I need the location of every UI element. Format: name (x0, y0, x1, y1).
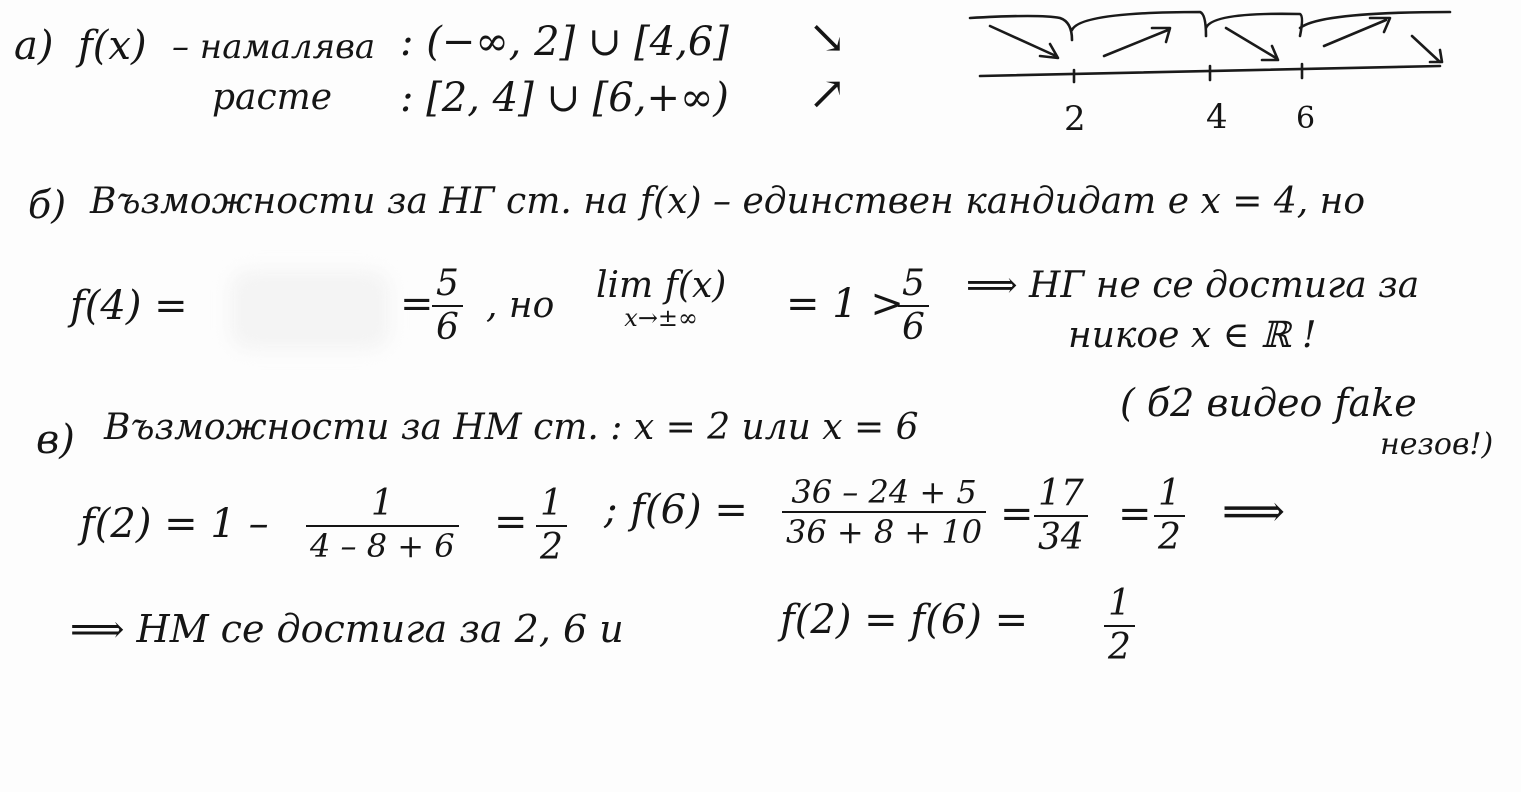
side-note-line-1: ( б2 видео fake (1120, 381, 1417, 425)
f6-result-denominator: 2 (1154, 515, 1185, 556)
f6-lhs: ; f(6) = (604, 487, 748, 533)
f6-result-numerator: 1 (1158, 473, 1181, 514)
f6-result-fraction (1154, 473, 1185, 558)
increasing-arrow: ↗ (808, 66, 847, 120)
part-a-function: f(x) (78, 23, 147, 69)
f6-numerator: 36 – 24 + 5 (791, 473, 977, 511)
f4-numerator: 5 (436, 263, 459, 304)
f2-result-numerator: 1 (540, 483, 563, 524)
number-line-point-2: 2 (1064, 99, 1086, 139)
segment-arrow-dec-1 (990, 26, 1058, 58)
f6-equals: = (1000, 491, 1034, 537)
f2-numerator: 1 (370, 483, 394, 524)
limit-expression (596, 265, 727, 332)
segment-arrow-inc-1 (1104, 28, 1170, 56)
part-c-label: в) (36, 417, 75, 463)
increasing-label: расте (212, 77, 333, 118)
f2-result-fraction (536, 483, 567, 568)
f2-denominator: 4 – 8 + 6 (306, 525, 459, 562)
comparison-fraction (898, 263, 929, 348)
obscured-region (230, 270, 390, 350)
but-text: , но (486, 285, 555, 326)
f4-denominator: 6 (432, 305, 463, 346)
final-conclusion: ⟹ НМ се достига за 2, 6 и (70, 607, 624, 651)
f6-intermediate-fraction (1034, 473, 1088, 558)
f6-fraction (782, 473, 986, 551)
final-numerator: 1 (1108, 583, 1131, 624)
conclusion-line-2: никое x ∈ ℝ ! (1068, 315, 1317, 356)
f4-value-fraction (432, 263, 463, 348)
f2-lhs: f(2) = 1 – (80, 501, 269, 547)
f2-fraction (306, 483, 459, 565)
implies-arrow: ⟹ (1222, 486, 1286, 537)
part-c-heading: Възможности за НМ ст. : x = 2 или x = 6 (104, 407, 919, 448)
f6-equals-2: = (1118, 491, 1152, 537)
comparison-denominator: 6 (898, 305, 929, 346)
number-line-point-4: 4 (1206, 97, 1228, 137)
final-value-fraction (1104, 583, 1135, 668)
f6-denominator: 36 + 8 + 10 (782, 511, 986, 548)
limit-rhs: = 1 > (786, 281, 904, 327)
f6-intermediate-denominator: 34 (1034, 515, 1088, 556)
part-a-label: а) (14, 23, 54, 69)
f2-equals: = (494, 499, 528, 545)
part-b-heading: Възможности за НГ ст. на f(x) – единствен кандидат е x = 4, но (90, 181, 1366, 222)
f2-result-denominator: 2 (536, 525, 567, 566)
final-equation: f(2) = f(6) = (780, 597, 1029, 643)
comparison-numerator: 5 (902, 263, 925, 304)
decreasing-label: – намалява (172, 27, 376, 67)
f4-equals: = (400, 281, 434, 327)
increasing-interval: : [2, 4] ∪ [6,+∞) (400, 75, 729, 121)
f6-intermediate-numerator: 17 (1038, 473, 1084, 514)
decreasing-interval: : (−∞, 2] ∪ [4,6] (400, 19, 729, 65)
conclusion-line-1: ⟹ НГ не се достига за (966, 265, 1420, 306)
final-denominator: 2 (1104, 625, 1135, 666)
part-b-label: б) (28, 183, 67, 227)
f4-lhs: f(4) = (70, 283, 188, 329)
decreasing-arrow: ↘ (808, 10, 847, 64)
limit-subscript: x→±∞ (624, 304, 699, 332)
limit-top: lim f(x) (596, 265, 727, 306)
side-note-line-2: незов!) (1380, 427, 1494, 462)
segment-arrow-inc-2 (1324, 18, 1390, 46)
segment-arrow-dec-2 (1226, 28, 1278, 60)
number-line-point-6: 6 (1296, 101, 1316, 136)
